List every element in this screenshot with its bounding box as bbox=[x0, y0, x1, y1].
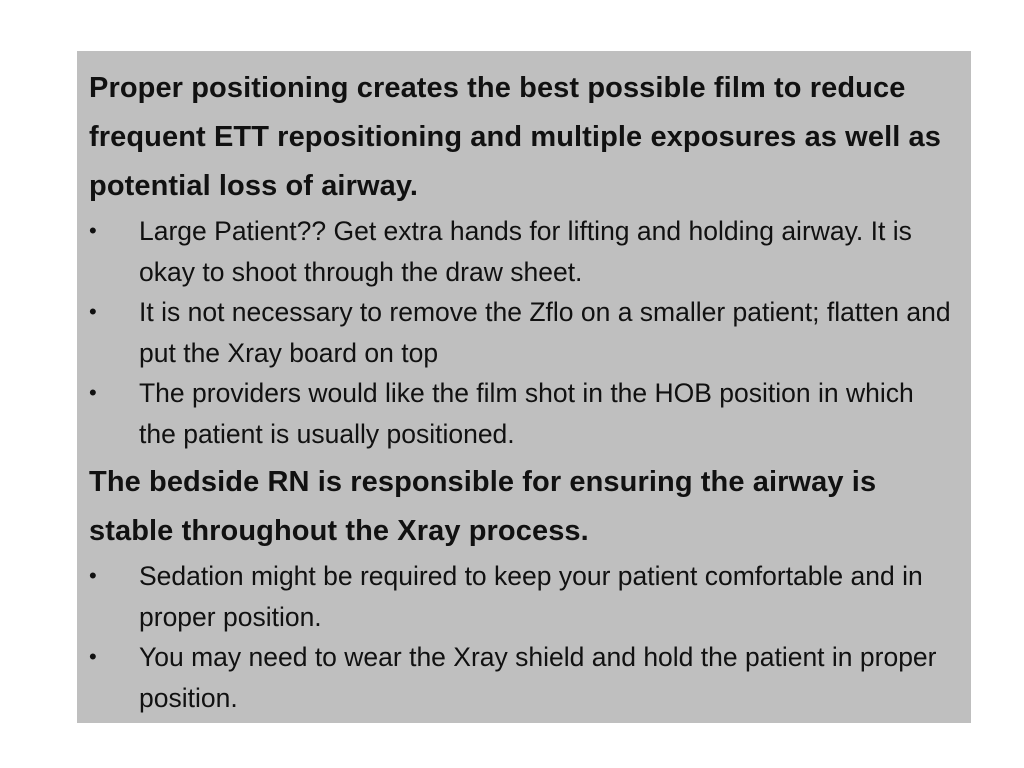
bullet-icon: • bbox=[89, 644, 97, 669]
bullet-icon: • bbox=[89, 563, 97, 588]
content-box bbox=[77, 51, 971, 723]
bullet-item bbox=[89, 373, 951, 454]
bullet-text: You may need to wear the Xray shield and hold the patient in proper position. bbox=[139, 642, 937, 713]
bullet-item bbox=[89, 556, 951, 637]
bullet-icon: • bbox=[89, 218, 97, 243]
heading-positioning: Proper positioning creates the best possible film to reduce frequent ETT repositioning and multiple exposures as well as potential loss of airway. bbox=[89, 72, 941, 202]
bullet-list-positioning bbox=[89, 211, 951, 454]
bullet-item bbox=[89, 211, 951, 292]
bullet-icon: • bbox=[89, 299, 97, 324]
bullet-icon: • bbox=[89, 380, 97, 405]
bullet-text: The providers would like the film shot in the HOB position in which the patient is usually positioned. bbox=[139, 378, 914, 449]
bullet-item bbox=[89, 292, 951, 373]
bullet-text: It is not necessary to remove the Zflo on a smaller patient; flatten and put the Xray board on top bbox=[139, 297, 951, 368]
bullet-text: Large Patient?? Get extra hands for lifting and holding airway. It is okay to shoot through the draw sheet. bbox=[139, 216, 912, 287]
bullet-text: Sedation might be required to keep your patient comfortable and in proper position. bbox=[139, 561, 923, 632]
bullet-item bbox=[89, 637, 951, 718]
bullet-list-responsibility bbox=[89, 556, 951, 718]
heading-responsibility: The bedside RN is responsible for ensuring the airway is stable throughout the Xray process. bbox=[89, 466, 877, 547]
